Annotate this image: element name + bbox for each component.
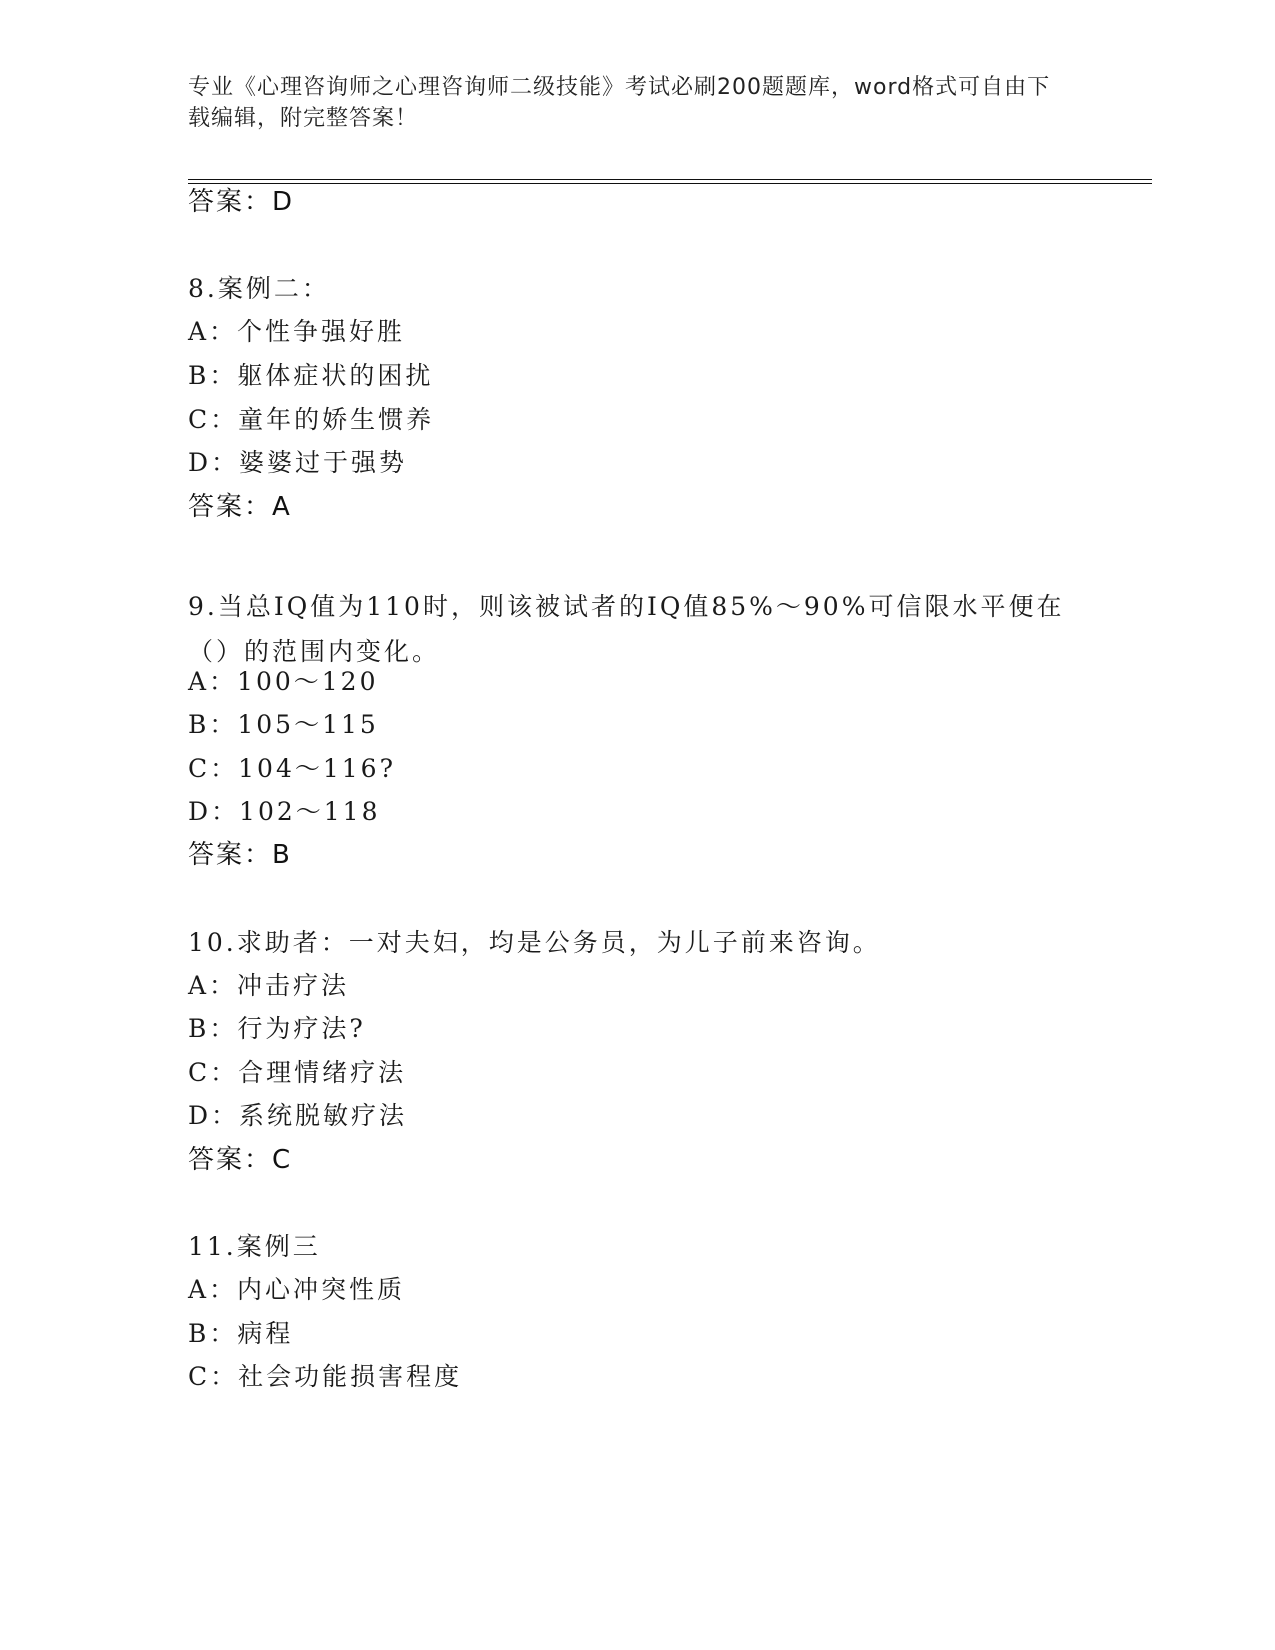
- option-d: D：系统脱敏疗法: [188, 1101, 408, 1130]
- option-c: C：社会功能损害程度: [188, 1362, 463, 1391]
- document-header: 专业《心理咨询师之心理咨询师二级技能》考试必刷200题题库，word格式可自由下载编辑，附完整答案！: [188, 75, 1051, 131]
- question-stem: 8.案例二：: [188, 274, 330, 303]
- question-stem: 11.案例三: [188, 1232, 321, 1261]
- option-d: D：102～118: [188, 797, 381, 826]
- answer-line: 答案：C: [188, 1145, 293, 1175]
- answer-line: 答案：A: [188, 492, 292, 522]
- option-b: B：病程: [188, 1319, 294, 1348]
- question-stem: 9.当总IQ值为110时，则该被试者的IQ值85%～90%可信限水平便在（）的范围内变化。: [188, 592, 1065, 666]
- option-c: C：合理情绪疗法: [188, 1058, 407, 1087]
- option-b: B：行为疗法?: [188, 1014, 366, 1043]
- option-d: D：婆婆过于强势: [188, 448, 408, 477]
- option-b: B：躯体症状的困扰: [188, 361, 434, 390]
- option-a: A：冲击疗法: [188, 971, 350, 1000]
- answer-line: 答案：B: [188, 840, 292, 870]
- header-divider-bottom: [188, 183, 1152, 184]
- option-c: C：104～116?: [188, 754, 396, 783]
- answer-line: 答案：D: [188, 187, 295, 217]
- option-a: A：内心冲突性质: [188, 1275, 406, 1304]
- option-b: B：105～115: [188, 710, 379, 739]
- option-a: A：个性争强好胜: [188, 317, 406, 346]
- question-stem: 10.求助者：一对夫妇，均是公务员，为儿子前来咨询。: [188, 928, 881, 957]
- option-c: C：童年的娇生惯养: [188, 405, 435, 434]
- header-divider-top: [188, 179, 1152, 180]
- option-a: A：100～120: [188, 667, 379, 696]
